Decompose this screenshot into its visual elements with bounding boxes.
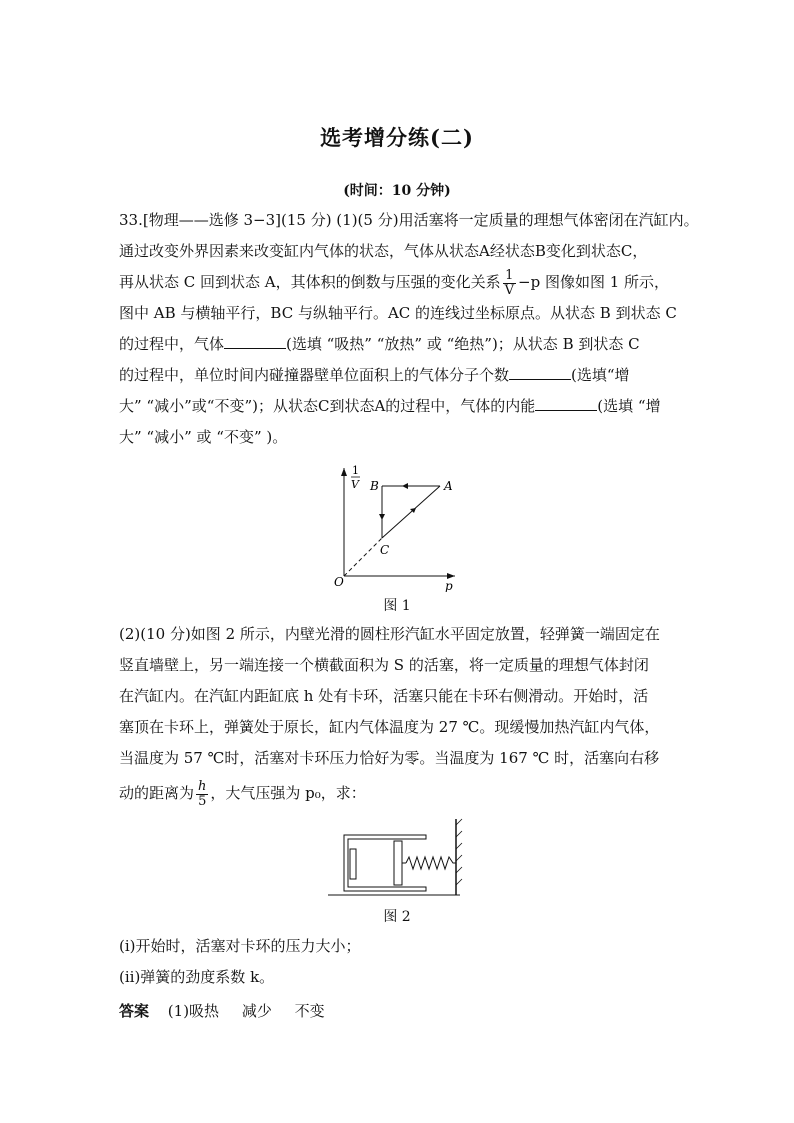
y-label-num: 1 [352,464,359,477]
answer-3: 不变 [294,1002,325,1020]
q1-line-3b: −p 图像如图 1 所示， [518,273,670,291]
q2-line-3: 在汽缸内。在汽缸内距缸底 h 处有卡环，活塞只能在卡环右侧滑动。开始时，活 [119,687,649,705]
q2-line-2: 竖直墙壁上，另一端连接一个横截面积为 S 的活塞，将一定质量的理想气体封闭 [119,656,649,674]
fraction-numerator: 1 [503,269,516,284]
question-2-items [119,931,679,993]
q1-line-3a: 再从状态 C 回到状态 A，其体积的倒数与压强的变化关系 [119,273,501,291]
dashed-line-oc [344,538,382,576]
q1-line-8: 大” “减小” 或 “不变” )。 [119,428,288,446]
fraction-h-over-5 [196,780,208,809]
fraction-1-over-v [503,269,516,298]
q2-line-5: 当温度为 57 ℃时，活塞对卡环压力恰好为零。当温度为 167 ℃ 时，活塞向右移 [119,749,660,767]
q2-item-i: (ⅰ)开始时，活塞对卡环的压力大小； [119,937,361,955]
q1-line-4: 图中 AB 与横轴平行，BC 与纵轴平行。AC 的连线过坐标原点。从状态 B 到状态 C [119,304,677,322]
y-label-den: V [351,478,359,491]
q1-line-5b: (选填 “吸热” “放热” 或 “绝热”)；从状态 B 到状态 C [286,335,640,353]
answer-1: (1)吸热 [167,1002,220,1020]
line-ca [382,486,440,538]
figure-2-cylinder-diagram [326,815,466,900]
q1-line-3 [119,267,679,298]
piston [394,841,402,885]
answer-2: 减少 [241,1002,272,1020]
q1-line-6b: (选填“增 [571,366,630,384]
question-1 [119,205,699,453]
figure-1-caption: 图 1 [383,598,411,614]
q1-line-7 [119,391,679,422]
spring [406,857,456,869]
q2-item-ii: (ⅱ)弹簧的劲度系数 k。 [119,968,275,986]
q2-line-4: 塞顶在卡环上，弹簧处于原长，缸内气体温度为 27 ℃。现缓慢加热汽缸内气体， [119,718,660,736]
x-axis-label: p [445,579,453,592]
fraction-denominator: 5 [198,793,207,809]
q2-line-6b: ，大气压强为 p₀，求： [210,784,366,802]
q1-line-5 [119,329,679,360]
q1-line-6a: 的过程中，单位时间内碰撞器壁单位面积上的气体分子个数 [119,366,510,384]
q1-line-7b: (选填 “增 [597,397,661,415]
q1-line-6 [119,360,679,391]
figure-1-graph [330,462,470,592]
q2-line-1: (2)(10 分)如图 2 所示，内壁光滑的圆柱形汽缸水平固定放置，轻弹簧一端固定在 [119,625,660,643]
arrow-a-to-b [402,483,408,489]
arrow-b-to-c [379,514,385,520]
point-c-label: C [380,543,390,557]
q1-line-1: 33.[物理——选修 3−3](15 分) (1)(5 分)用活塞将一定质量的理想气体密闭在汽缸内。 [119,211,699,229]
q2-line-6 [119,778,679,809]
point-a-label: A [444,479,453,493]
figure-2-caption: 图 2 [383,909,411,925]
answer-section [119,1000,343,1021]
fraction-numerator: h [198,778,207,794]
answer-label: 答案 [119,1002,150,1020]
q1-line-5a: 的过程中，气体 [119,335,225,353]
snap-ring [350,849,356,879]
fraction-denominator: V [504,282,515,298]
q1-line-7a: 大” “减小”或“不变”)；从状态C到状态A的过程中，气体的内能 [119,397,536,415]
q1-line-2: 通过改变外界因素来改变缸内气体的状态，气体从状态A经状态B变化到状态C， [119,242,648,260]
answer-blank-2[interactable] [509,365,571,380]
answer-blank-1[interactable] [224,334,286,349]
q2-line-6a: 动的距离为 [119,784,195,802]
question-2 [119,619,679,809]
page-title: 选考增分练(二) [320,125,474,150]
answer-blank-3[interactable] [535,396,597,411]
point-b-label: B [370,479,379,493]
time-note: (时间：10 分钟) [343,183,451,199]
origin-label: O [334,575,344,589]
y-axis-arrow [341,468,347,476]
